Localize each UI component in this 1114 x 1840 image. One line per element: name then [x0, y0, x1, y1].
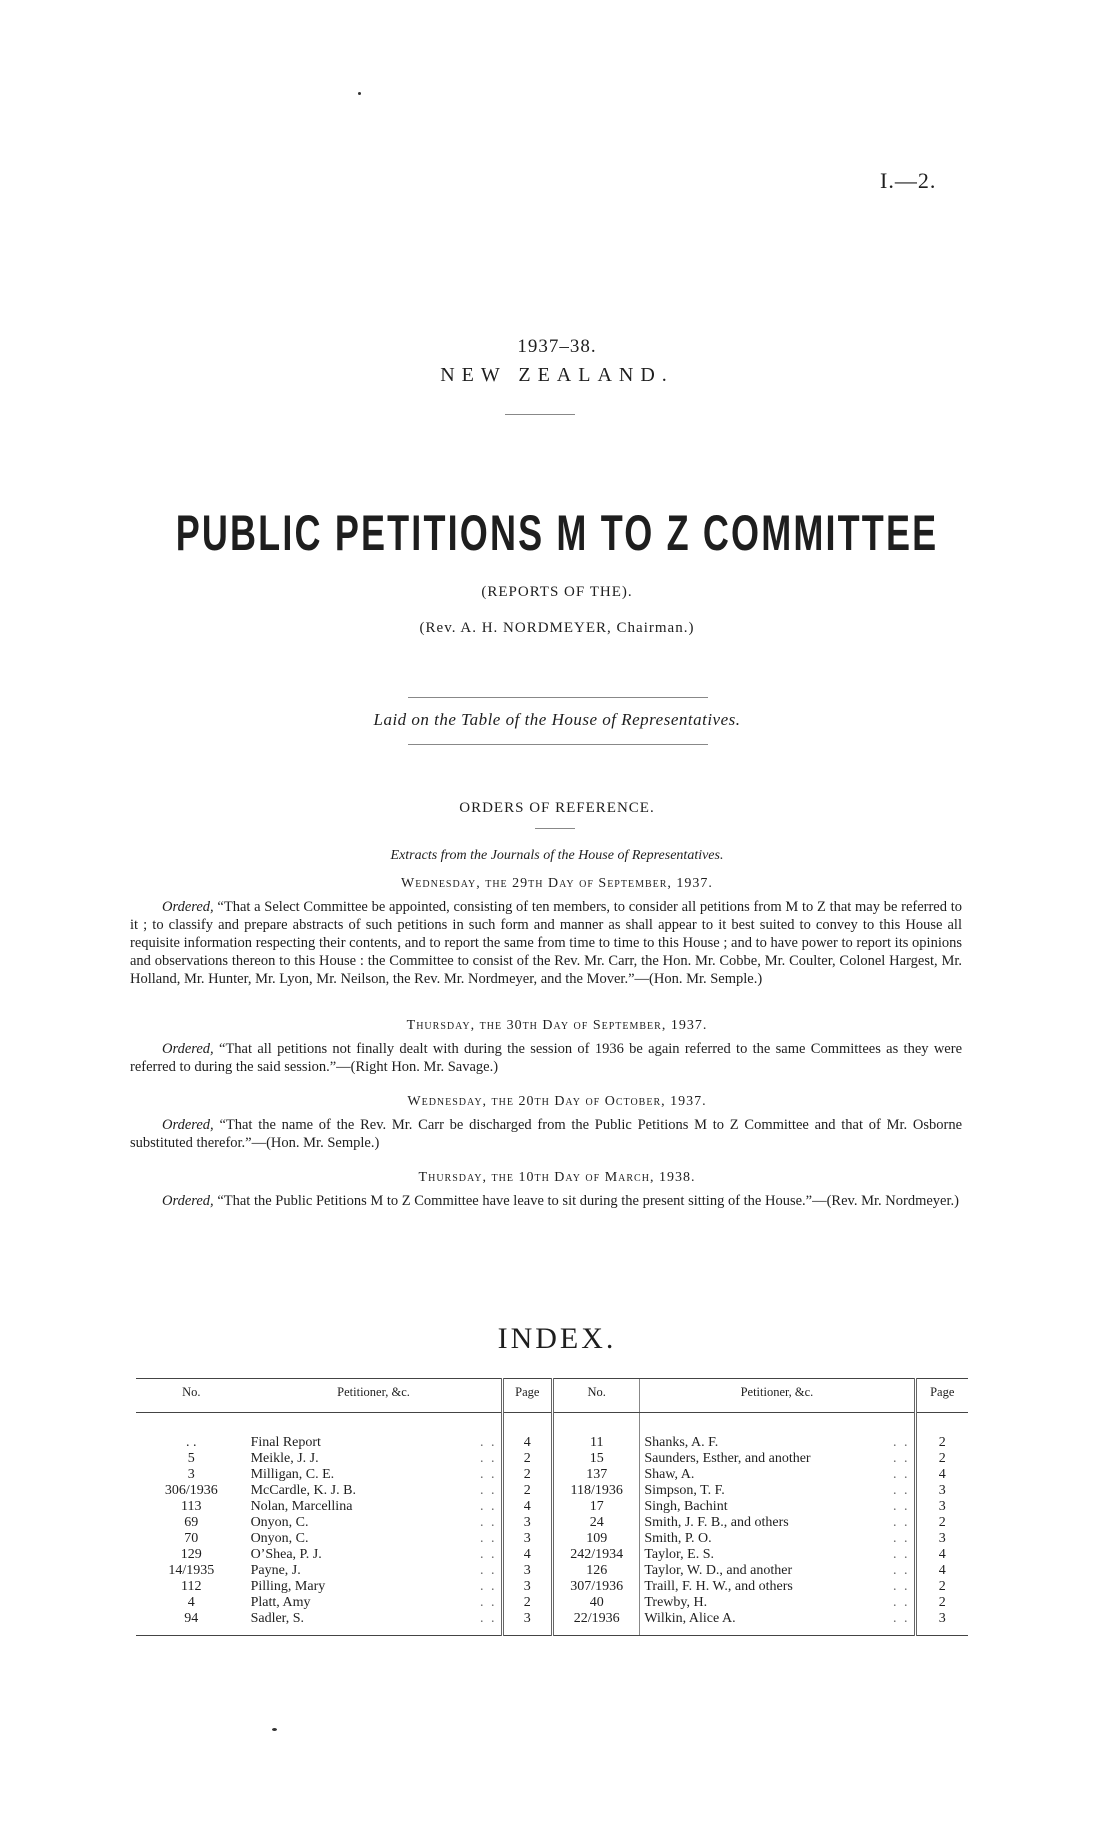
- index-number: . .: [186, 1435, 197, 1450]
- country-heading: NEW ZEALAND.: [440, 364, 674, 386]
- index-number: 113: [181, 1499, 202, 1514]
- order-body: “That the name of the Rev. Mr. Carr be discharged from the Public Petitions M to Z Committee and that of Mr. Osborne substituted therefor.”—(Hon. Mr. Semple.): [130, 1117, 963, 1151]
- index-petitioner: Milligan, C. E.: [250, 1467, 335, 1482]
- leader-dots: . .: [480, 1547, 497, 1562]
- index-petitioner: O’Shea, P. J.: [250, 1547, 322, 1562]
- index-page: 3: [938, 1531, 946, 1546]
- document-subtitle: (REPORTS OF THE).: [481, 584, 633, 600]
- index-row: [136, 1451, 968, 1467]
- header-page: Page: [915, 1379, 968, 1413]
- index-row: [136, 1595, 968, 1611]
- index-number: 14/1935: [168, 1563, 215, 1578]
- index-page: 3: [523, 1531, 531, 1546]
- index-page: 4: [938, 1547, 946, 1562]
- index-page: 3: [523, 1563, 531, 1578]
- index-page: 2: [523, 1451, 531, 1466]
- index-row: [136, 1467, 968, 1483]
- index-petitioner: Platt, Amy: [250, 1595, 311, 1610]
- order-date: Thursday, the 30th Day of September, 1937.: [406, 1018, 708, 1033]
- index-petitioner: McCardle, K. J. B.: [250, 1483, 356, 1498]
- short-rule: [535, 828, 575, 829]
- order-text: [130, 898, 962, 988]
- index-petitioner: Taylor, W. D., and another: [644, 1563, 793, 1578]
- index-number: 94: [184, 1611, 199, 1626]
- index-petitioner: Onyon, C.: [250, 1531, 309, 1546]
- leader-dots: . .: [480, 1531, 497, 1546]
- index-petitioner: Meikle, J. J.: [250, 1451, 319, 1466]
- short-rule: [505, 414, 575, 415]
- index-number: 137: [586, 1467, 608, 1482]
- index-number: 22/1936: [573, 1611, 620, 1626]
- index-number: 306/1936: [164, 1483, 218, 1498]
- order-lead: Ordered,: [162, 1041, 214, 1057]
- leader-dots: . .: [480, 1595, 497, 1610]
- leader-dots: . .: [480, 1483, 497, 1498]
- leader-dots: . .: [893, 1611, 910, 1626]
- index-row: [136, 1611, 968, 1636]
- leader-dots: . .: [893, 1483, 910, 1498]
- leader-dots: . .: [893, 1451, 910, 1466]
- laid-on-table: Laid on the Table of the House of Representatives.: [373, 710, 741, 729]
- index-petitioner: Smith, P. O.: [644, 1531, 712, 1546]
- index-row: [136, 1547, 968, 1563]
- index-number: 5: [187, 1451, 195, 1466]
- leader-dots: . .: [480, 1579, 497, 1594]
- leader-dots: . .: [893, 1467, 910, 1482]
- order-body: “That all petitions not finally dealt with during the session of 1936 be again referred to the same Committees as they were referred to during the said session.”—(Right Hon. Mr. Savage.): [130, 1041, 963, 1075]
- index-petitioner: Wilkin, Alice A.: [644, 1611, 736, 1626]
- index-page: 2: [938, 1579, 946, 1594]
- index-petitioner: Sadler, S.: [250, 1611, 305, 1626]
- index-number: 109: [586, 1531, 608, 1546]
- leader-dots: . .: [893, 1435, 910, 1450]
- index-page: 2: [523, 1483, 531, 1498]
- index-page: 3: [523, 1611, 531, 1626]
- index-number: 242/1934: [570, 1547, 624, 1562]
- index-number: 70: [184, 1531, 199, 1546]
- leader-dots: . .: [893, 1579, 910, 1594]
- index-page: 2: [938, 1515, 946, 1530]
- index-page: 4: [938, 1563, 946, 1578]
- index-page: 3: [938, 1611, 946, 1626]
- index-petitioner: Onyon, C.: [250, 1515, 309, 1530]
- index-number: 24: [589, 1515, 604, 1530]
- index-page: 4: [938, 1467, 946, 1482]
- index-row: [136, 1483, 968, 1499]
- order-lead: Ordered,: [162, 1193, 214, 1209]
- leader-dots: . .: [480, 1515, 497, 1530]
- header-page: Page: [502, 1379, 553, 1413]
- order-lead: Ordered,: [162, 1117, 214, 1133]
- index-petitioner: Saunders, Esther, and another: [644, 1451, 811, 1466]
- order-date: Wednesday, the 29th Day of September, 1937.: [401, 876, 713, 891]
- index-petitioner: Shaw, A.: [644, 1467, 695, 1482]
- index-page: 2: [938, 1435, 946, 1450]
- index-header-row: [136, 1379, 968, 1413]
- leader-dots: . .: [480, 1499, 497, 1514]
- index-title: INDEX.: [497, 1322, 617, 1355]
- index-petitioner: Traill, F. H. W., and others: [644, 1579, 793, 1594]
- order-body: “That a Select Committee be appointed, consisting of ten members, to consider all petitions from M to Z that may be referred to it ; to classify and prepare abstracts of such petitions in such form and manner as shall appear to it best suited to convey to this House all requisite information respecting their contents, and to report the same from time to time to this House ; and to have power to report its opinions and observations thereon to this House : the Committee to consist of the Rev. Mr. Carr, the Hon. Mr. Cobbe, Mr. Coulter, Colonel Hargest, Mr. Holland, Mr. Hunter, Mr. Lyon, Mr. Neilson, the Rev. Mr. Nordmeyer, and the Mover.”—(Hon. Mr. Semple.): [130, 899, 962, 987]
- index-number: 126: [586, 1563, 608, 1578]
- index-row: [136, 1579, 968, 1595]
- leader-dots: . .: [893, 1547, 910, 1562]
- index-row: [136, 1563, 968, 1579]
- index-number: 4: [187, 1595, 195, 1610]
- order-body: “That the Public Petitions M to Z Committee have leave to sit during the present sitting of the House.”—(Rev. Mr. Nordmeyer.): [217, 1193, 959, 1209]
- index-petitioner: Nolan, Marcellina: [250, 1499, 353, 1514]
- index-petitioner: Shanks, A. F.: [644, 1435, 719, 1450]
- order-text: [130, 1116, 962, 1152]
- index-number: 15: [589, 1451, 604, 1466]
- index-petitioner: Taylor, E. S.: [644, 1547, 714, 1562]
- index-petitioner: Payne, J.: [250, 1563, 301, 1578]
- index-page: 2: [523, 1467, 531, 1482]
- index-number: 3: [187, 1467, 195, 1482]
- index-page: 3: [523, 1579, 531, 1594]
- index-page: 2: [523, 1595, 531, 1610]
- print-speck: [358, 92, 361, 95]
- index-row: [136, 1531, 968, 1547]
- index-row: [136, 1515, 968, 1531]
- index-number: 129: [180, 1547, 202, 1562]
- index-petitioner: Final Report: [250, 1435, 321, 1450]
- leader-dots: . .: [480, 1467, 497, 1482]
- index-petitioner: Simpson, T. F.: [644, 1483, 725, 1498]
- header-petitioner: Petitioner, &c.: [640, 1379, 915, 1413]
- header-petitioner: Petitioner, &c.: [247, 1379, 502, 1413]
- index-petitioner: Smith, J. F. B., and others: [644, 1515, 789, 1530]
- section-rule: [408, 744, 708, 745]
- index-number: 118/1936: [570, 1483, 623, 1498]
- index-page: 4: [523, 1435, 531, 1450]
- order-date: Thursday, the 10th Day of March, 1938.: [418, 1170, 696, 1185]
- chairman-line: (Rev. A. H. NORDMEYER, Chairman.): [419, 620, 695, 636]
- leader-dots: . .: [893, 1563, 910, 1578]
- index-row: [136, 1413, 968, 1452]
- order-lead: Ordered,: [162, 899, 214, 915]
- leader-dots: . .: [480, 1435, 497, 1450]
- leader-dots: . .: [480, 1563, 497, 1578]
- extracts-line: Extracts from the Journals of the House of Representatives.: [390, 848, 724, 863]
- leader-dots: . .: [893, 1531, 910, 1546]
- index-number: 17: [589, 1499, 604, 1514]
- index-page: 3: [523, 1515, 531, 1530]
- index-page: 2: [938, 1595, 946, 1610]
- index-number: 40: [589, 1595, 604, 1610]
- section-rule: [408, 697, 708, 698]
- index-table: [136, 1378, 968, 1636]
- leader-dots: . .: [893, 1595, 910, 1610]
- index-number: 11: [589, 1435, 604, 1450]
- index-petitioner: Trewby, H.: [644, 1595, 708, 1610]
- header-no: No.: [136, 1379, 247, 1413]
- order-text: [130, 1040, 962, 1076]
- index-number: 69: [184, 1515, 199, 1530]
- index-page: 3: [938, 1499, 946, 1514]
- leader-dots: . .: [480, 1611, 497, 1626]
- index-page: 4: [523, 1499, 531, 1514]
- index-petitioner: Pilling, Mary: [250, 1579, 326, 1594]
- order-date: Wednesday, the 20th Day of October, 1937.: [407, 1094, 707, 1109]
- leader-dots: . .: [480, 1451, 497, 1466]
- print-speck: [272, 1728, 277, 1731]
- document-reference: I.—2.: [880, 168, 937, 193]
- orders-heading: ORDERS OF REFERENCE.: [459, 800, 655, 816]
- header-no: No.: [553, 1379, 640, 1413]
- index-number: 112: [181, 1579, 202, 1594]
- index-page: 3: [938, 1483, 946, 1498]
- order-text: [130, 1192, 962, 1210]
- index-row: [136, 1499, 968, 1515]
- index-body: [136, 1413, 968, 1636]
- index-page: 2: [938, 1451, 946, 1466]
- leader-dots: . .: [893, 1515, 910, 1530]
- index-petitioner: Singh, Bachint: [644, 1499, 728, 1514]
- index-number: 307/1936: [570, 1579, 624, 1594]
- leader-dots: . .: [893, 1499, 910, 1514]
- index-page: 4: [523, 1547, 531, 1562]
- document-title: PUBLIC PETITIONS M TO Z COMMITTEE: [175, 505, 939, 561]
- session-year: 1937–38.: [517, 336, 597, 357]
